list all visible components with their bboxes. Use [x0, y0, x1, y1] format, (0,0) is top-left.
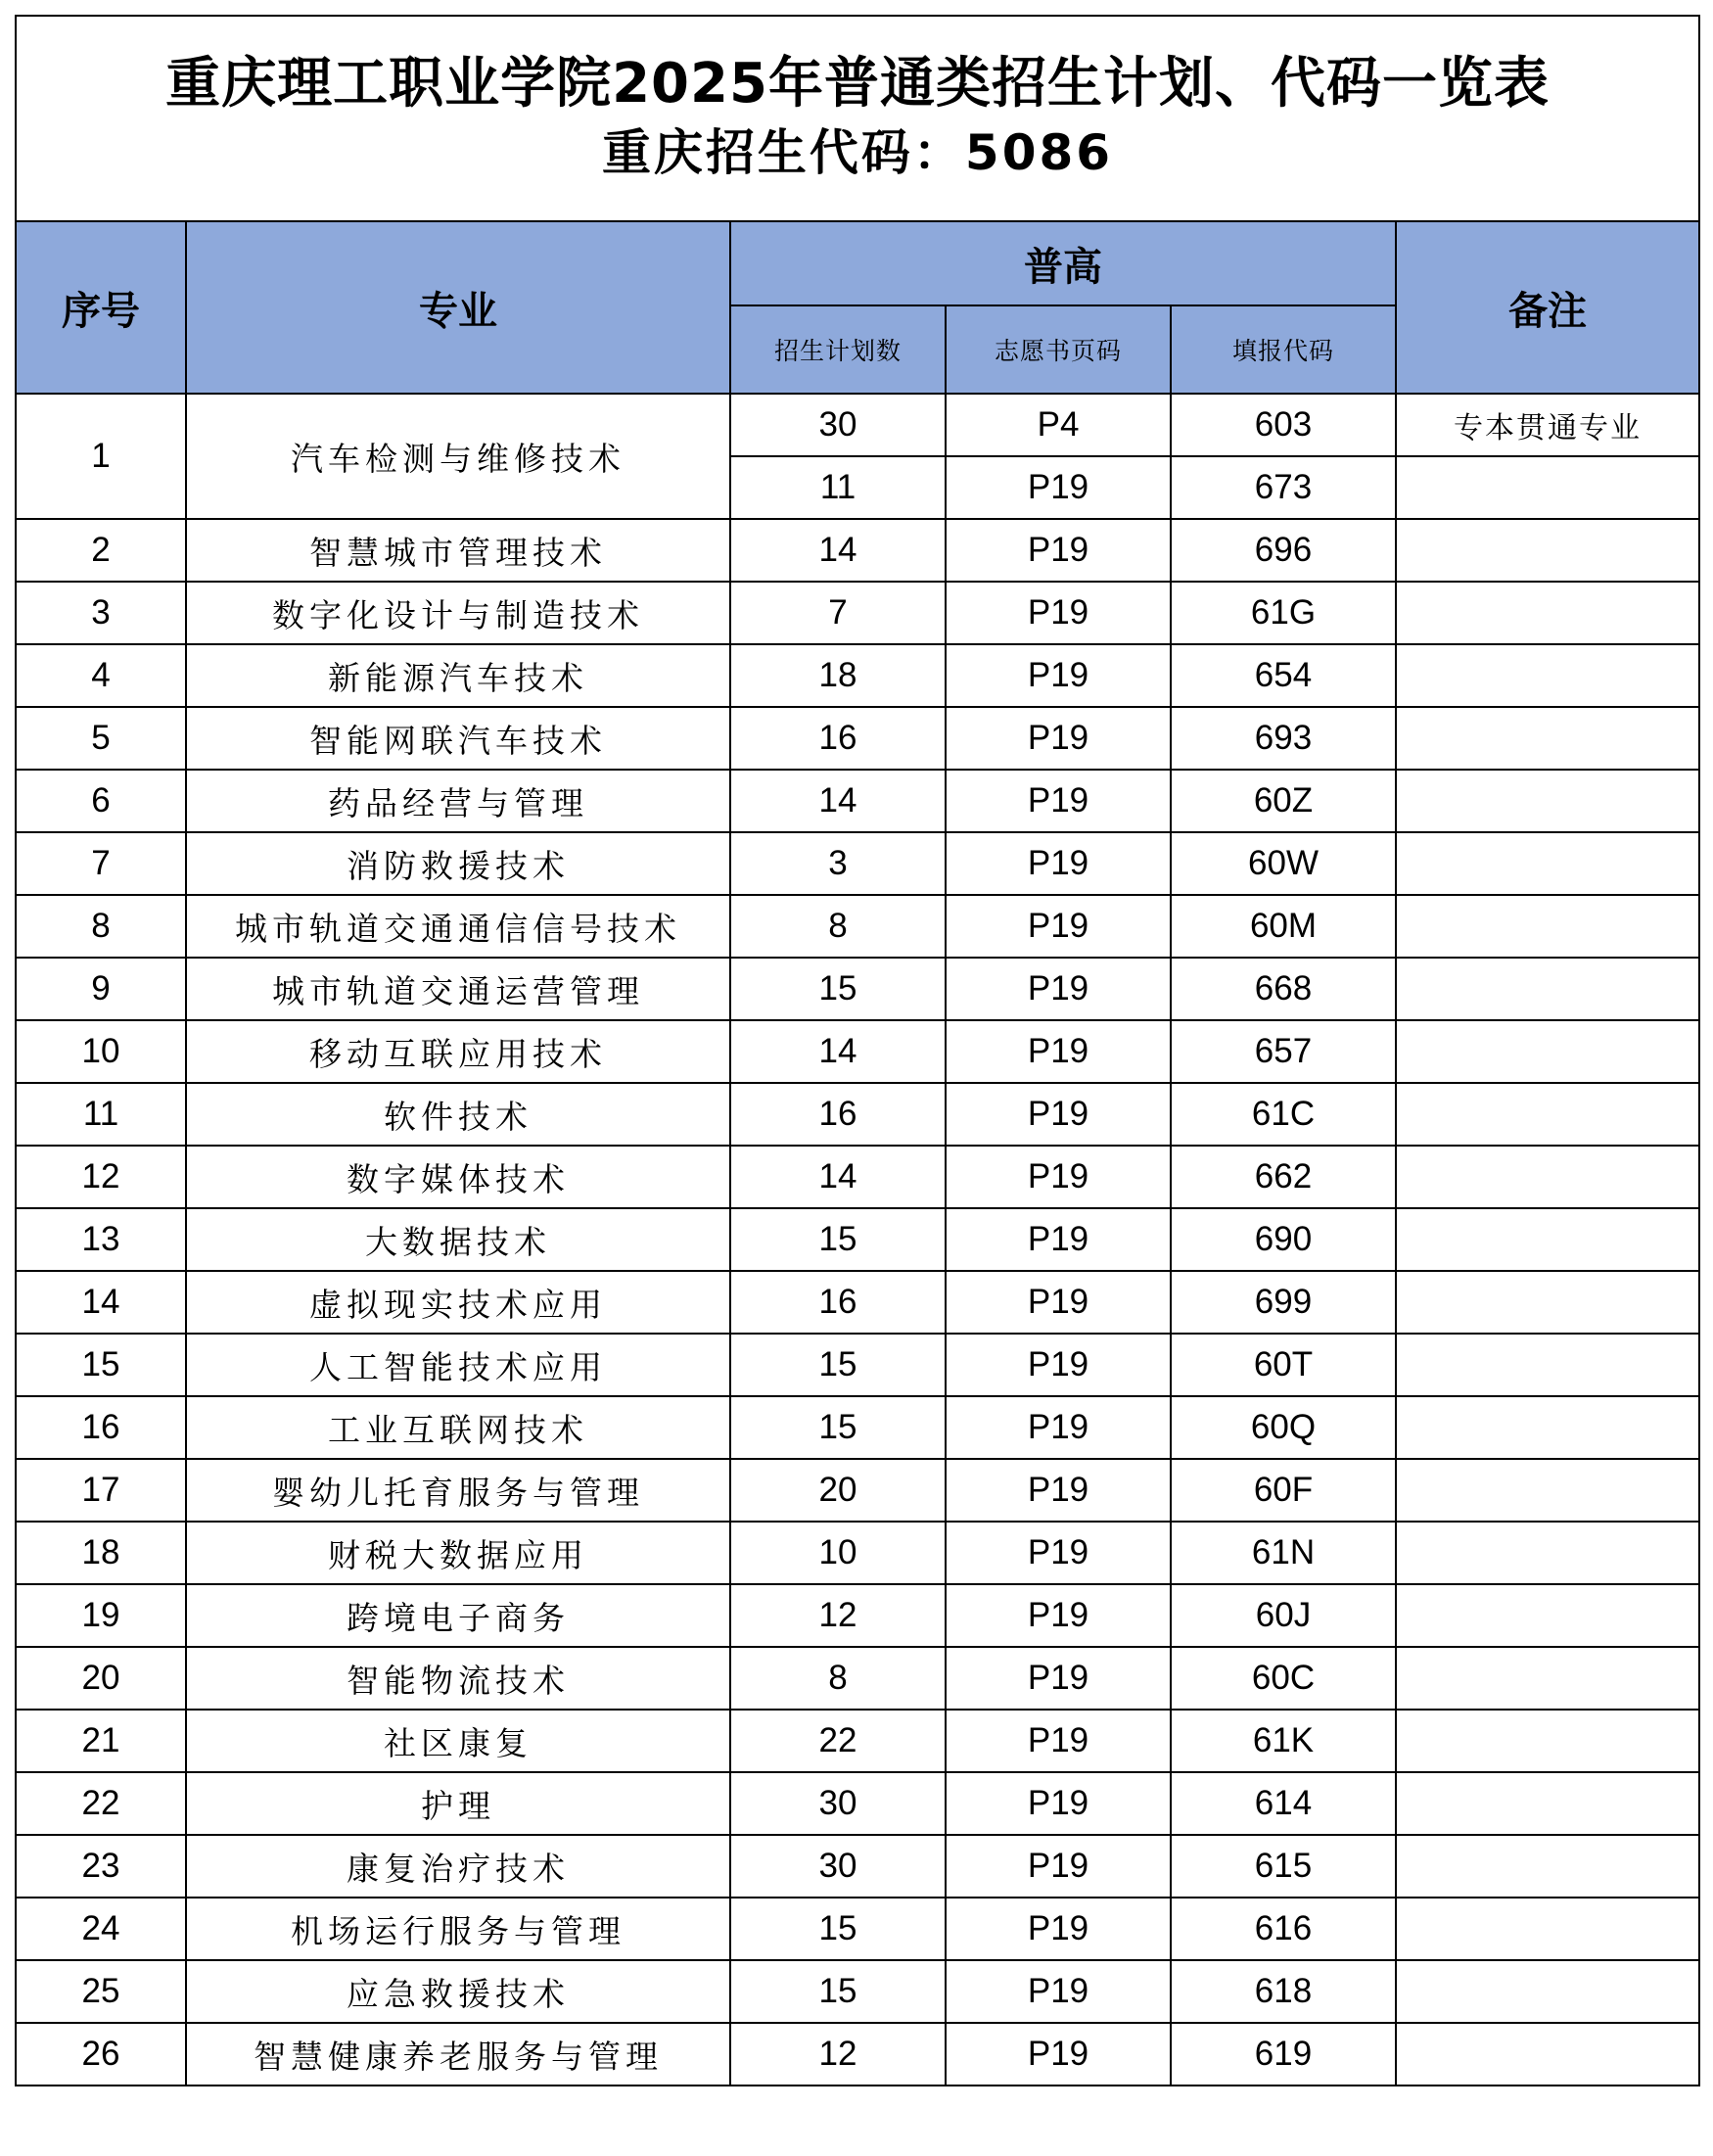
- table-row: [16, 1334, 1699, 1396]
- cell-page: P19: [946, 644, 1171, 707]
- cell-page: P19: [946, 1146, 1171, 1208]
- cell-major: 大数据技术: [186, 1208, 730, 1271]
- cell-page: P19: [946, 1647, 1171, 1710]
- cell-major: 虚拟现实技术应用: [186, 1271, 730, 1334]
- table-row: [16, 1396, 1699, 1459]
- cell-code: 693: [1171, 707, 1396, 770]
- cell-note: [1396, 1522, 1699, 1584]
- cell-code: 614: [1171, 1772, 1396, 1835]
- cell-plan: 12: [730, 2023, 946, 2086]
- cell-seq: 25: [16, 1960, 186, 2023]
- table-row: [16, 1584, 1699, 1647]
- cell-major: 软件技术: [186, 1083, 730, 1146]
- cell-plan: 16: [730, 1271, 946, 1334]
- cell-page: P19: [946, 1522, 1171, 1584]
- table-row: [16, 1522, 1699, 1584]
- cell-major: 智慧健康养老服务与管理: [186, 2023, 730, 2086]
- cell-plan: 15: [730, 1334, 946, 1396]
- cell-code: 61G: [1171, 582, 1396, 644]
- cell-note: [1396, 1396, 1699, 1459]
- cell-page: P19: [946, 1898, 1171, 1960]
- cell-seq: 8: [16, 895, 186, 958]
- cell-page: P19: [946, 770, 1171, 832]
- cell-seq: 5: [16, 707, 186, 770]
- cell-page: P4: [946, 394, 1171, 456]
- table-row: [16, 1271, 1699, 1334]
- cell-major: 智慧城市管理技术: [186, 519, 730, 582]
- cell-seq: 24: [16, 1898, 186, 1960]
- cell-major: 消防救援技术: [186, 832, 730, 895]
- cell-code: 60Q: [1171, 1396, 1396, 1459]
- cell-code: 60J: [1171, 1584, 1396, 1647]
- cell-plan: 30: [730, 394, 946, 456]
- cell-code: 696: [1171, 519, 1396, 582]
- cell-note: [1396, 456, 1699, 519]
- cell-seq: 1: [16, 394, 186, 519]
- cell-code: 662: [1171, 1146, 1396, 1208]
- cell-page: P19: [946, 958, 1171, 1020]
- cell-seq: 4: [16, 644, 186, 707]
- cell-plan: 20: [730, 1459, 946, 1522]
- cell-plan: 16: [730, 1083, 946, 1146]
- table-row: [16, 770, 1699, 832]
- cell-note: [1396, 895, 1699, 958]
- header-code: 填报代码: [1171, 305, 1396, 394]
- cell-code: 61N: [1171, 1522, 1396, 1584]
- cell-page: P19: [946, 1835, 1171, 1898]
- header-page: 志愿书页码: [946, 305, 1171, 394]
- table-row: [16, 1020, 1699, 1083]
- cell-code: 603: [1171, 394, 1396, 456]
- cell-major: 婴幼儿托育服务与管理: [186, 1459, 730, 1522]
- header-group: 普高: [730, 221, 1396, 305]
- cell-note: [1396, 519, 1699, 582]
- cell-page: P19: [946, 582, 1171, 644]
- cell-note: [1396, 832, 1699, 895]
- cell-note: [1396, 1334, 1699, 1396]
- cell-seq: 18: [16, 1522, 186, 1584]
- cell-seq: 2: [16, 519, 186, 582]
- cell-note: [1396, 1898, 1699, 1960]
- cell-page: P19: [946, 1396, 1171, 1459]
- cell-code: 61K: [1171, 1710, 1396, 1772]
- cell-note: [1396, 1271, 1699, 1334]
- cell-code: 673: [1171, 456, 1396, 519]
- cell-note: [1396, 1208, 1699, 1271]
- table-body: [16, 394, 1699, 2086]
- cell-plan: 7: [730, 582, 946, 644]
- cell-note: [1396, 1960, 1699, 2023]
- cell-major: 跨境电子商务: [186, 1584, 730, 1647]
- cell-plan: 14: [730, 1146, 946, 1208]
- cell-major: 康复治疗技术: [186, 1835, 730, 1898]
- cell-seq: 26: [16, 2023, 186, 2086]
- enrollment-table: [15, 15, 1700, 2086]
- cell-plan: 15: [730, 1898, 946, 1960]
- cell-seq: 7: [16, 832, 186, 895]
- cell-seq: 9: [16, 958, 186, 1020]
- cell-plan: 15: [730, 958, 946, 1020]
- table-row: [16, 958, 1699, 1020]
- cell-note: [1396, 2023, 1699, 2086]
- table-row: [16, 1710, 1699, 1772]
- cell-page: P19: [946, 1271, 1171, 1334]
- cell-plan: 8: [730, 895, 946, 958]
- cell-note: [1396, 1647, 1699, 1710]
- cell-major: 应急救援技术: [186, 1960, 730, 2023]
- cell-page: P19: [946, 1584, 1171, 1647]
- cell-page: P19: [946, 1334, 1171, 1396]
- cell-note: [1396, 1772, 1699, 1835]
- cell-major: 工业互联网技术: [186, 1396, 730, 1459]
- table-row: [16, 582, 1699, 644]
- table-row: [16, 832, 1699, 895]
- cell-page: P19: [946, 1083, 1171, 1146]
- cell-page: P19: [946, 832, 1171, 895]
- page-title: 重庆理工职业学院2025年普通类招生计划、代码一览表: [165, 52, 1550, 116]
- cell-page: P19: [946, 1208, 1171, 1271]
- table-row: [16, 644, 1699, 707]
- cell-note: [1396, 644, 1699, 707]
- cell-major: 城市轨道交通通信信号技术: [186, 895, 730, 958]
- header-note: 备注: [1396, 221, 1699, 394]
- cell-code: 60C: [1171, 1647, 1396, 1710]
- cell-seq: 3: [16, 582, 186, 644]
- cell-note: [1396, 1584, 1699, 1647]
- cell-code: 657: [1171, 1020, 1396, 1083]
- cell-plan: 8: [730, 1647, 946, 1710]
- cell-major: 数字媒体技术: [186, 1146, 730, 1208]
- cell-page: P19: [946, 1020, 1171, 1083]
- cell-plan: 14: [730, 1020, 946, 1083]
- cell-major: 移动互联应用技术: [186, 1020, 730, 1083]
- table-row: [16, 1083, 1699, 1146]
- cell-note: [1396, 1459, 1699, 1522]
- cell-major: 护理: [186, 1772, 730, 1835]
- cell-major: 机场运行服务与管理: [186, 1898, 730, 1960]
- cell-seq: 22: [16, 1772, 186, 1835]
- cell-plan: 15: [730, 1208, 946, 1271]
- cell-code: 60W: [1171, 832, 1396, 895]
- table-row: [16, 707, 1699, 770]
- cell-page: P19: [946, 707, 1171, 770]
- cell-code: 618: [1171, 1960, 1396, 2023]
- cell-seq: 13: [16, 1208, 186, 1271]
- cell-code: 654: [1171, 644, 1396, 707]
- cell-plan: 30: [730, 1835, 946, 1898]
- cell-plan: 16: [730, 707, 946, 770]
- cell-note: [1396, 770, 1699, 832]
- header-seq: 序号: [16, 221, 186, 394]
- cell-note: [1396, 1146, 1699, 1208]
- table-row: [16, 1772, 1699, 1835]
- cell-major: 新能源汽车技术: [186, 644, 730, 707]
- cell-note: 专本贯通专业: [1396, 394, 1699, 456]
- cell-code: 668: [1171, 958, 1396, 1020]
- cell-page: P19: [946, 1710, 1171, 1772]
- cell-page: P19: [946, 895, 1171, 958]
- table-row: [16, 895, 1699, 958]
- table-row: [16, 2023, 1699, 2086]
- cell-major: 人工智能技术应用: [186, 1334, 730, 1396]
- cell-major: 城市轨道交通运营管理: [186, 958, 730, 1020]
- cell-major: 数字化设计与制造技术: [186, 582, 730, 644]
- cell-plan: 12: [730, 1584, 946, 1647]
- cell-seq: 17: [16, 1459, 186, 1522]
- cell-page: P19: [946, 1459, 1171, 1522]
- cell-code: 61C: [1171, 1083, 1396, 1146]
- cell-plan: 22: [730, 1710, 946, 1772]
- table-row: [16, 1960, 1699, 2023]
- table-row: [16, 1459, 1699, 1522]
- cell-plan: 3: [730, 832, 946, 895]
- cell-code: 616: [1171, 1898, 1396, 1960]
- cell-major: 社区康复: [186, 1710, 730, 1772]
- cell-code: 699: [1171, 1271, 1396, 1334]
- cell-seq: 10: [16, 1020, 186, 1083]
- cell-code: 60M: [1171, 895, 1396, 958]
- table-row: [16, 1208, 1699, 1271]
- cell-major: 药品经营与管理: [186, 770, 730, 832]
- cell-page: P19: [946, 456, 1171, 519]
- cell-code: 60Z: [1171, 770, 1396, 832]
- cell-note: [1396, 1083, 1699, 1146]
- cell-major: 财税大数据应用: [186, 1522, 730, 1584]
- cell-page: P19: [946, 2023, 1171, 2086]
- cell-seq: 23: [16, 1835, 186, 1898]
- cell-note: [1396, 707, 1699, 770]
- table-row: [16, 519, 1699, 582]
- cell-seq: 20: [16, 1647, 186, 1710]
- cell-seq: 16: [16, 1396, 186, 1459]
- cell-plan: 30: [730, 1772, 946, 1835]
- page-subtitle: 重庆招生代码：5086: [601, 124, 1114, 181]
- cell-note: [1396, 958, 1699, 1020]
- table-row: [16, 1146, 1699, 1208]
- cell-note: [1396, 1835, 1699, 1898]
- cell-plan: 15: [730, 1396, 946, 1459]
- cell-note: [1396, 1020, 1699, 1083]
- enrollment-plan-sheet: [15, 15, 1698, 2141]
- cell-code: 619: [1171, 2023, 1396, 2086]
- table-row: [16, 1898, 1699, 1960]
- header-plan: 招生计划数: [730, 305, 946, 394]
- cell-seq: 15: [16, 1334, 186, 1396]
- cell-page: P19: [946, 1960, 1171, 2023]
- cell-note: [1396, 1710, 1699, 1772]
- cell-seq: 21: [16, 1710, 186, 1772]
- cell-seq: 12: [16, 1146, 186, 1208]
- cell-major: 智能网联汽车技术: [186, 707, 730, 770]
- cell-seq: 11: [16, 1083, 186, 1146]
- title-block: [16, 16, 1699, 221]
- cell-seq: 19: [16, 1584, 186, 1647]
- cell-major: 汽车检测与维修技术: [186, 394, 730, 519]
- cell-note: [1396, 582, 1699, 644]
- cell-code: 60F: [1171, 1459, 1396, 1522]
- cell-plan: 14: [730, 770, 946, 832]
- table-row: [16, 394, 1699, 456]
- table-row: [16, 1647, 1699, 1710]
- cell-plan: 10: [730, 1522, 946, 1584]
- table-row: [16, 1835, 1699, 1898]
- cell-seq: 14: [16, 1271, 186, 1334]
- cell-page: P19: [946, 1772, 1171, 1835]
- cell-plan: 14: [730, 519, 946, 582]
- cell-major: 智能物流技术: [186, 1647, 730, 1710]
- header-major: 专业: [186, 221, 730, 394]
- cell-plan: 11: [730, 456, 946, 519]
- cell-plan: 15: [730, 1960, 946, 2023]
- cell-page: P19: [946, 519, 1171, 582]
- cell-code: 690: [1171, 1208, 1396, 1271]
- cell-code: 60T: [1171, 1334, 1396, 1396]
- cell-code: 615: [1171, 1835, 1396, 1898]
- cell-plan: 18: [730, 644, 946, 707]
- cell-seq: 6: [16, 770, 186, 832]
